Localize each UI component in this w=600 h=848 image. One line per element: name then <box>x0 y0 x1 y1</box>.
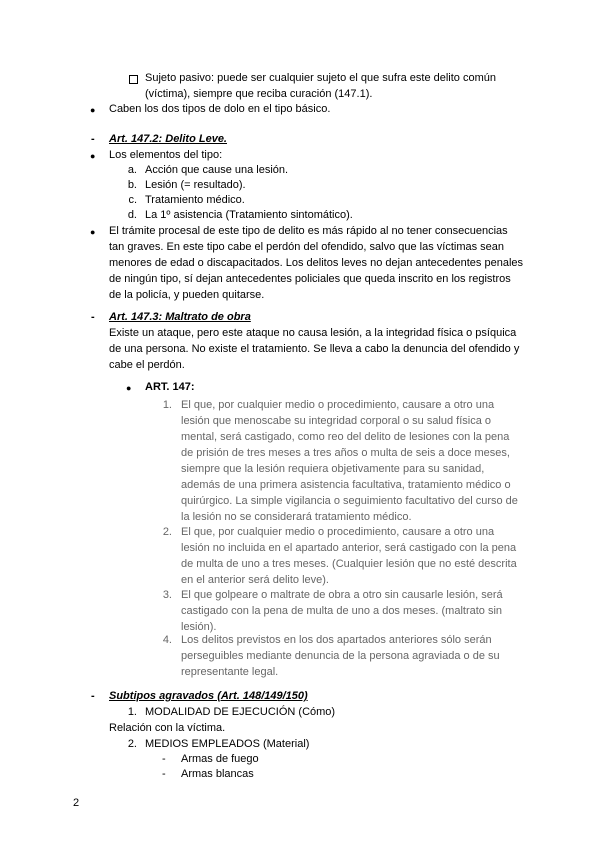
bullet-icon: ● <box>126 383 132 393</box>
page-number: 2 <box>73 797 80 809</box>
list-marker: b. <box>127 179 137 191</box>
article-line: de multa de uno a tres meses. (Cualquier lesión que no esté descrita <box>181 558 517 570</box>
article-line: El que, por cualquier medio o procedimiento, causare a otro una <box>181 526 495 538</box>
article-line: perseguibles mediante denuncia de la persona agraviada o de su <box>181 650 500 662</box>
checkbox-icon[interactable] <box>129 75 138 84</box>
dolo-text: Caben los dos tipos de dolo en el tipo básico. <box>109 103 331 115</box>
article-line: lesión). <box>181 621 217 633</box>
article-line: El que, por cualquier medio o procedimiento, causare a otro una <box>181 399 495 411</box>
dash-icon: - <box>91 133 95 145</box>
tramite-line: de la policía, y pueden quitarse. <box>109 289 265 301</box>
article-line: castigado con la pena de multa de uno a dos meses. (maltrato sin <box>181 605 503 617</box>
section-heading-147-3: Art. 147.3: Maltrato de obra <box>109 311 251 323</box>
article-line: lesión que menoscabe su integridad corporal o su salud física o <box>181 415 492 427</box>
relacion-text: Relación con la víctima. <box>109 722 226 734</box>
dash-icon: - <box>91 311 95 323</box>
sub-list-item: Armas de fuego <box>181 753 259 765</box>
article-line: la lesión no se considerará tratamiento médico. <box>181 511 412 523</box>
list-item: Lesión (= resultado). <box>145 179 246 191</box>
art-147-label: ART. 147: <box>145 381 195 393</box>
dash-icon: - <box>162 753 166 765</box>
sub-list-item: Armas blancas <box>181 768 254 780</box>
article-line: El que golpeare o maltrate de obra a otro sin causarle lesión, será <box>181 589 503 601</box>
dash-icon: - <box>162 768 166 780</box>
list-marker: d. <box>127 209 137 221</box>
section-heading-147-2: Art. 147.2: Delito Leve. <box>109 133 227 145</box>
modalidad-item: MODALIDAD DE EJECUCIÓN (Cómo) <box>145 706 336 718</box>
list-item: Tratamiento médico. <box>145 194 245 206</box>
maltrato-line: Existe un ataque, pero este ataque no causa lesión, a la integridad física o psíquica <box>109 327 517 339</box>
tramite-line: tan graves. En este tipo cabe el perdón del ofendido, salvo que las víctimas sean <box>109 241 505 253</box>
medios-item: MEDIOS EMPLEADOS (Material) <box>145 738 310 750</box>
maltrato-line: de una persona. No existe el tratamiento. Se lleva a cabo la denuncia del ofendido y <box>109 343 520 355</box>
tramite-line: menores de edad o discapacitados. Los delitos leves no dejan antecedentes penales <box>109 257 524 269</box>
sujeto-pasivo-line-1: Sujeto pasivo: puede ser cualquier sujeto el que sufra este delito común <box>145 72 496 84</box>
article-marker: 4. <box>162 634 172 646</box>
section-heading-subtipos: Subtipos agravados (Art. 148/149/150) <box>109 690 308 702</box>
maltrato-line: cabe el perdón. <box>109 359 185 371</box>
article-marker: 3. <box>162 589 172 601</box>
article-line: quirúrgico. La simple vigilancia o seguimiento facultativo del curso de <box>181 495 518 507</box>
dash-icon: - <box>91 690 95 702</box>
bullet-icon: ● <box>90 151 96 161</box>
article-line: representante legal. <box>181 666 279 678</box>
article-line: Los delitos previstos en los dos apartados anteriores sólo serán <box>181 634 492 646</box>
article-line: además de una primera asistencia facultativa, tratamiento médico o <box>181 479 511 491</box>
sujeto-pasivo-line-2: (víctima), siempre que reciba curación (147.1). <box>145 88 373 100</box>
article-line: mental, será castigado, como reo del delito de lesiones con la pena <box>181 431 510 443</box>
elements-intro: Los elementos del tipo: <box>109 149 223 161</box>
article-line: siempre que la lesión requiera objetivamente para su sanidad, <box>181 463 485 475</box>
article-line: en el anterior será delito leve). <box>181 574 329 586</box>
article-line: lesión no incluida en el apartado anterior, será castigado con la pena <box>181 542 517 554</box>
article-marker: 1. <box>162 399 172 411</box>
list-marker: 1. <box>127 706 137 718</box>
list-item: Acción que cause una lesión. <box>145 164 289 176</box>
tramite-line: El trámite procesal de este tipo de delito es más rápido al no tener consecuencias <box>109 225 508 237</box>
list-marker: a. <box>127 164 137 176</box>
bullet-icon: ● <box>90 105 96 115</box>
list-marker: c. <box>128 194 137 206</box>
bullet-icon: ● <box>90 227 96 237</box>
article-marker: 2. <box>162 526 172 538</box>
tramite-line: de ningún tipo, sí dejan antecedentes policiales que queda inscrito en los registros <box>109 273 511 285</box>
list-item: La 1º asistencia (Tratamiento sintomático). <box>145 209 353 221</box>
list-marker: 2. <box>127 738 137 750</box>
article-line: de prisión de tres meses a tres años o multa de seis a doce meses, <box>181 447 510 459</box>
